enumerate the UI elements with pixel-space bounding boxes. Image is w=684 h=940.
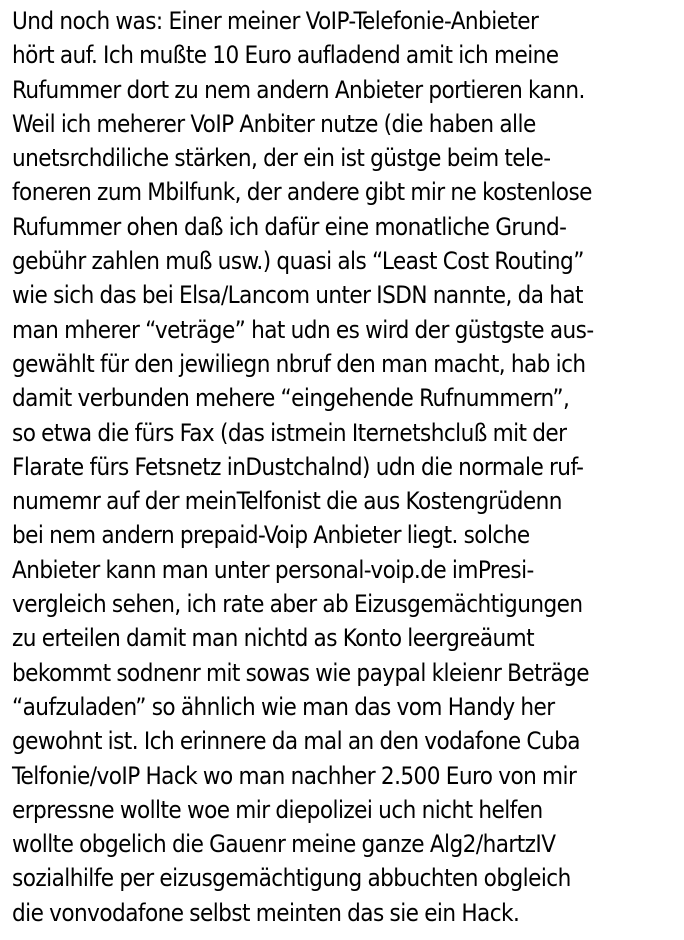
text-line: Rufummer ohen daß ich dafür eine monatliche Grund- [12,212,567,241]
text-line: wie sich das bei Elsa/Lancom unter ISDN nannte, da hat [12,281,583,310]
text-line: gebühr zahlen muß usw.) quasi als “Least Cost Routing” [12,247,584,276]
text-line: unetsrchdiliche stärken, der ein ist güstge beim tele- [12,144,551,173]
text-line: bekommt sodnenr mit sowas wie paypal kleienr Beträge [12,658,589,687]
text-line: so etwa die fürs Fax (das istmein Iternetshcluß mit der [12,418,567,447]
text-line: gewählt für den jewiliegn nbruf den man macht, hab ich [12,349,586,378]
text-line: vergleich sehen, ich rate aber ab Eizusgemächtigungen [12,590,583,619]
text-line: Telfonie/voIP Hack wo man nachher 2.500 Euro von mir [12,761,577,790]
text-line: hört auf. Ich mußte 10 Euro aufladend amit ich meine [12,41,559,70]
text-line: Rufummer dort zu nem andern Anbieter portieren kann. [12,75,585,104]
text-line: zu erteilen damit man nichtd as Konto leergreäumt [12,624,535,653]
text-line: Anbieter kann man unter personal-voip.de imPresi- [12,555,534,584]
body-text [12,4,680,930]
text-line: sozialhilfe per eizusgemächtigung abbuchten obgleich [12,864,571,893]
text-line: foneren zum Mbilfunk, der andere gibt mir ne kostenlose [12,178,592,207]
text-line: wollte obgelich die Gauenr meine ganze Alg2/hartzIV [12,830,556,859]
text-line: gewohnt ist. Ich erinnere da mal an den vodafone Cuba [12,727,580,756]
text-line: bei nem andern prepaid-Voip Anbieter liegt. solche [12,521,530,550]
text-line: Flarate fürs Fetsnetz inDustchalnd) udn die normale ruf- [12,452,584,481]
text-line: man mherer “veträge” hat udn es wird der güstgste aus- [12,315,594,344]
text-line: Und noch was: Einer meiner VoIP-Telefonie-Anbieter [12,7,539,35]
text-line: “aufzuladen” so ähnlich wie man das vom Handy her [12,692,555,721]
text-line: die vonvodafone selbst meinten das sie ein Hack. [12,898,520,927]
text-line: Weil ich meherer VoIP Anbiter nutze (die haben alle [12,109,536,138]
text-line: numemr auf der meinTelfonist die aus Kostengrüdenn [12,487,562,516]
text-line: erpressne wollte woe mir diepolizei uch nicht helfen [12,795,543,824]
text-line: damit verbunden mehere “eingehende Rufnummern”, [12,384,570,413]
